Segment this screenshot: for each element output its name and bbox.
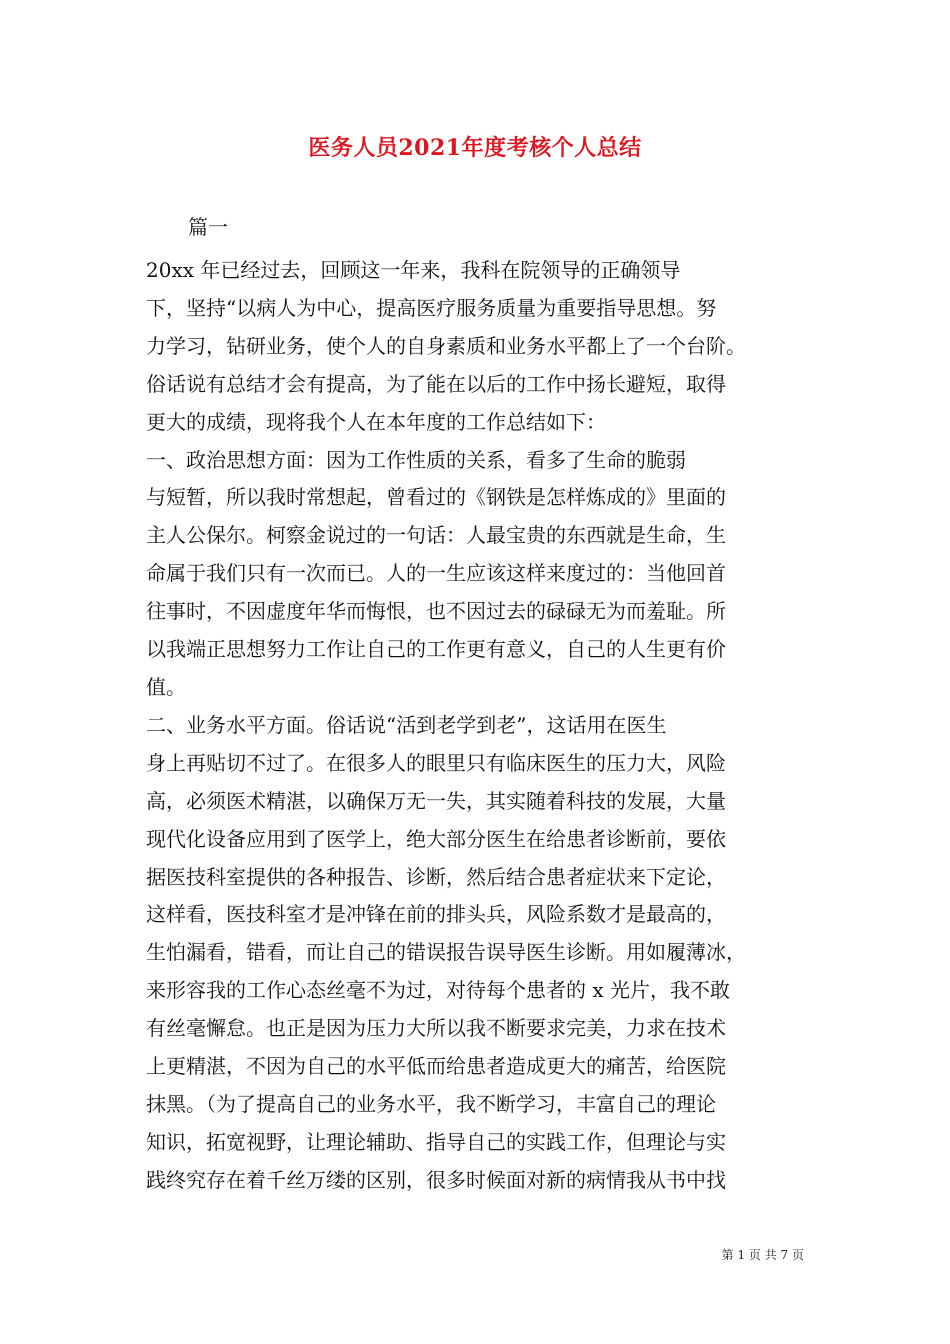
- paragraph-skills: 二、业务水平方面。俗话说“活到老学到老”，这话用在医生 身上再贴切不过了。在很多人的眼里只有临床医生的压力大，风险 高，必须医术精湛，以确保万无一失，其实随着科技的发展，大量 现代化设备应用到了医学上，绝大部分医生在给患者诊断前，要依 据医技科室提供的各种报告、诊断，然后结合患者症状来下定论， 这样看，医技科室才是冲锋在前的排头兵，风险系数才是最高的， 生怕漏看，错看，而让自己的错误报告误导医生诊断。用如履薄冰， 来形容我的工作心态丝毫不为过，对待每个患者的 x 光片，我不敢 有丝毫懈怠。也正是因为压力大所以我不断要求完美，力求在技术 上更精湛，不因为自己的水平低而给患者造成更大的痛苦，给医院 抹黑。（为了提高自己的业务水平，我不断学习，丰富自己的理论 知识，拓宽视野，让理论辅助、指导自己的实践工作，但理论与实 践终究存在着千丝万缕的区别，很多时候面对新的病情我从书中找: [146, 712, 746, 1192]
- page-footer: 第 1 页 共 7 页: [721, 1248, 804, 1262]
- paragraph-politics: 一、政治思想方面：因为工作性质的关系，看多了生命的脆弱 与短暂，所以我时常想起，曾看过的《钢铁是怎样炼成的》里面的 主人公保尔。柯察金说过的一句话：人最宝贵的东西就是生命，生 命属于我们只有一次而已。人的一生应该这样来度过的：当他回首 往事时，不因虚度年华而悔恨，也不因过去的碌碌无为而羞耻。所 以我端正思想努力工作让自己的工作更有意义，自己的人生更有价 值。: [146, 447, 726, 699]
- paragraph-intro: 20xx 年已经过去，回顾这一年来，我科在院领导的正确领导 下，坚持“以病人为中心，提高医疗服务质量为重要指导思想。努 力学习，钻研业务，使个人的自身素质和业务水平都上了一个台阶。 俗话说有总结才会有提高，为了能在以后的工作中扬长避短，取得 更大的成绩，现将我个人在本年度的工作总结如下：: [146, 258, 746, 434]
- section-label: 篇一: [188, 215, 228, 239]
- document-body: [146, 252, 818, 1200]
- document-title: 医务人员2021年度考核个人总结: [308, 135, 642, 161]
